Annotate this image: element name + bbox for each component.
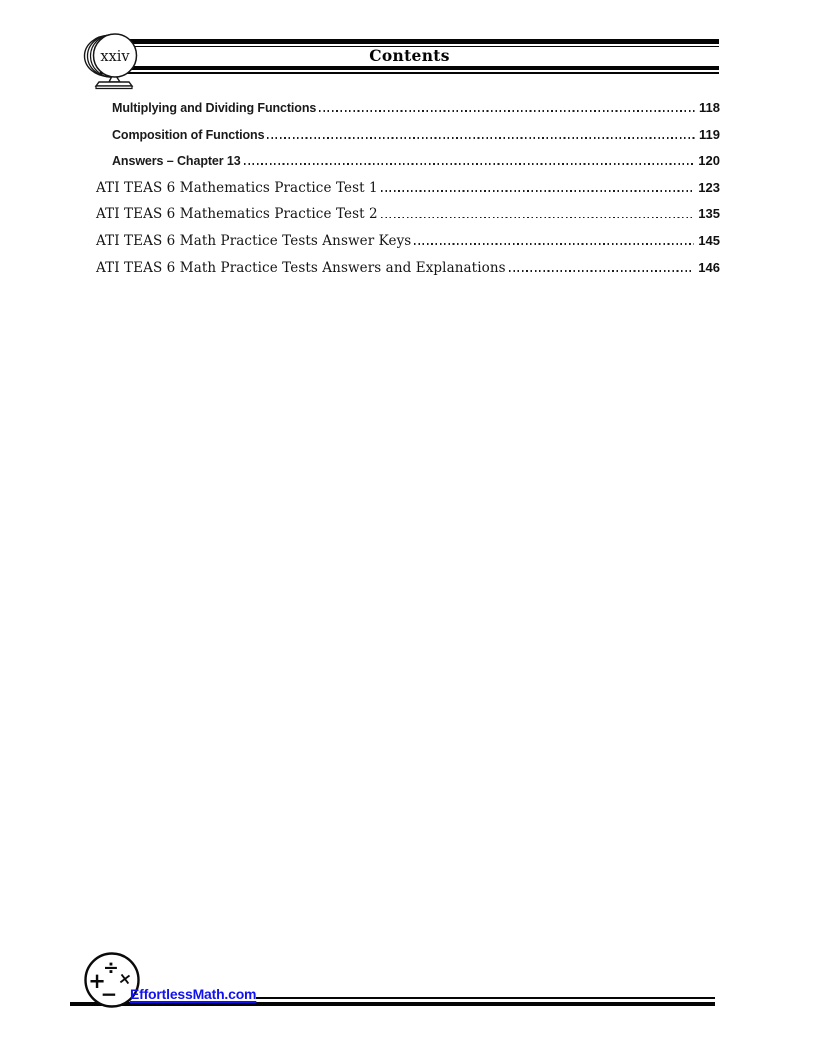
toc-entry[interactable] [96, 148, 720, 175]
toc-entry-page: 120 [698, 153, 720, 169]
toc-entry[interactable] [96, 122, 720, 149]
header-rule-bottom-thick [100, 66, 719, 71]
footer-rule-thin [256, 997, 715, 999]
toc-dot-leader [414, 243, 694, 245]
toc-entry-page: 118 [699, 100, 720, 115]
toc-entry[interactable] [96, 95, 720, 122]
toc-entry-label: ATI TEAS 6 Mathematics Practice Test 2 [96, 206, 378, 223]
header-rule-bottom-thin [100, 72, 719, 74]
toc-entry[interactable] [96, 228, 720, 255]
globe-icon [82, 32, 144, 90]
toc-dot-leader [267, 137, 695, 139]
minus-symbol: − [100, 982, 118, 1006]
toc-dot-leader [509, 270, 695, 272]
toc-dot-leader [381, 190, 695, 192]
toc-entry-label: ATI TEAS 6 Math Practice Tests Answer Keys [96, 232, 412, 249]
toc-entry-label: Multiplying and Dividing Functions [112, 101, 317, 115]
toc-entry-page: 146 [698, 259, 720, 275]
header-rule-top-thick [100, 39, 719, 44]
toc-dot-leader [381, 217, 695, 219]
toc-entry[interactable] [96, 255, 720, 282]
toc-entry-label: ATI TEAS 6 Mathematics Practice Test 1 [96, 179, 378, 196]
toc-entry-page: 135 [698, 206, 720, 222]
page-title: Contents [369, 46, 450, 65]
toc-entry[interactable] [96, 201, 720, 228]
toc-entry-label: ATI TEAS 6 Math Practice Tests Answers and Explanations [96, 259, 506, 276]
toc-entry[interactable] [96, 175, 720, 202]
table-of-contents [96, 95, 720, 281]
toc-entry-page: 123 [698, 179, 720, 195]
plus-symbol: + [88, 969, 106, 993]
multiply-symbol: × [117, 968, 134, 989]
toc-entry-label: Composition of Functions [112, 127, 265, 142]
page-number-roman: xxiv [100, 49, 130, 65]
divide-symbol: ÷ [103, 957, 119, 979]
footer-rule-thick [70, 1002, 715, 1006]
toc-dot-leader [244, 163, 695, 165]
toc-dot-leader [319, 110, 695, 112]
toc-entry-label: Answers – Chapter 13 [112, 154, 241, 169]
toc-entry-page: 119 [699, 126, 720, 142]
toc-entry-page: 145 [698, 232, 720, 248]
effortlessmath-link[interactable]: EffortlessMath.com [130, 986, 257, 1002]
